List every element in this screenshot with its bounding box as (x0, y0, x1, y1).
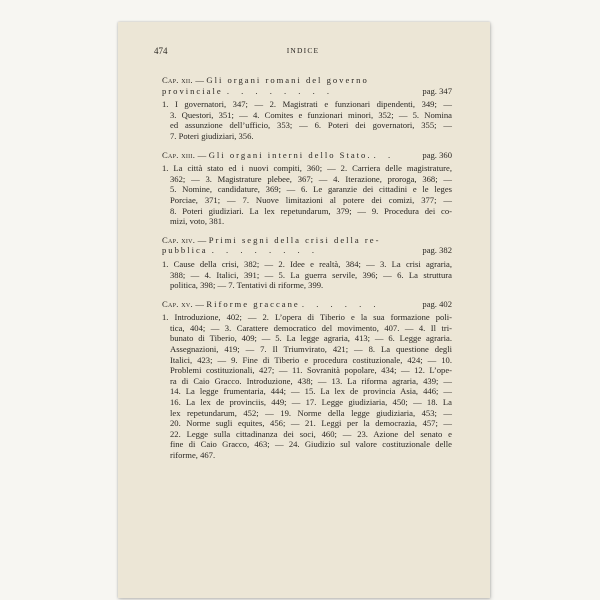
page-number: 474 (154, 46, 168, 56)
book-page (118, 22, 490, 598)
chapter-heading (162, 150, 452, 161)
chapter-page: pag. 360 (422, 149, 452, 160)
index-content (162, 75, 452, 469)
section-line: fine di Caio Gracco, 463; — 24. Giudizio sul valore costituzionale delle (170, 439, 452, 450)
running-title: INDICE (286, 46, 320, 55)
leader-dots: . . . . . . (301, 298, 381, 309)
section-line: mizi, voto, 381. (170, 216, 225, 227)
section-line: 362; — 3. Magistrature plebee, 367; — 4. Iterazione, proroga, 368; — (170, 173, 452, 184)
section-line: lex repetundarum, 452; — 19. Norme della legge giudiziaria, 453; — (170, 407, 452, 418)
section-line: riforme, 467. (170, 450, 216, 460)
section-line: ed assunzione dell’ufficio, 353; — 6. Poteri dei governatori, 355; — (170, 120, 452, 131)
chapter-sections (162, 163, 452, 227)
chapter-title: Gli organi interni dello Stato. (208, 149, 372, 160)
section-line: tica, 404; — 3. Carattere democratico del movimento, 407. — 4. Il tri- (170, 322, 452, 333)
section-line: 7. Poteri giudiziari, 356. (170, 130, 254, 141)
chapter-entry (162, 150, 452, 227)
section-line: Italici, 423; — 9. Fine di Tiberio e procedura costituzionale, 424; — 10. (170, 354, 452, 365)
section-line: 1. Introduzione, 402; — 2. L’opera di Tiberio e la sua formazione poli- (162, 312, 452, 323)
chapter-label: Cap. xii. — (162, 75, 205, 85)
chapter-entry (162, 299, 452, 461)
section-line: 20. Norme sugli equites, 456; — 21. Leggi per la democrazia, 457; — (170, 418, 452, 429)
section-line: 5. Nomine, candidature, 369; — 6. Le garanzie dei cittadini e le leges (170, 184, 452, 195)
section-line: 1. Cause della crisi, 382; — 2. Idee e realtà, 384; — 3. La crisi agraria, (162, 258, 452, 269)
chapter-title: Gli organi romani del governo (206, 75, 369, 85)
chapter-heading (162, 235, 452, 256)
section-line: 388; — 4. Italici, 391; — 5. La guerra servile, 396; — 6. La struttura (170, 269, 452, 280)
section-line: Assegnazioni, 419; — 7. Il Triumvirato, 421; — 8. La questione degli (170, 344, 452, 355)
chapter-label: Cap. xiii. — (162, 149, 207, 160)
section-line: 1. La città stato ed i nuovi compiti, 360; — 2. Carriera delle magistrature, (162, 163, 452, 174)
section-line: 8. Poteri giudiziari. La lex repetundarum, 379; — 9. Procedura dei co- (170, 205, 452, 216)
chapter-title: Riforme graccane (206, 298, 300, 309)
chapter-entry (162, 235, 452, 291)
chapter-sections (162, 259, 452, 291)
chapter-entry (162, 75, 452, 142)
section-line: 1. I governatori, 347; — 2. Magistrati e funzionari dipendenti, 349; — (162, 99, 452, 110)
chapter-title: Primi segni della crisi della re- (208, 234, 381, 245)
section-line: Porciae, 371; — 7. Nuove limitazioni al potere dei comizi, 377; — (170, 194, 452, 205)
chapter-label: Cap. xv. — (162, 298, 205, 309)
section-line: 16. La lex de provinciis, 449; — 17. Legge giudiziaria, 450; — 18. La (170, 397, 452, 408)
section-line: 14. La legge frumentaria, 444; — 15. La lex de provincia Asia, 446; — (170, 386, 452, 397)
chapter-page: pag. 347 (422, 85, 452, 96)
leader-dots: . . (373, 149, 396, 160)
section-line: bunato di Tiberio, 409; — 5. La legge agraria, 413; — 6. Legge agraria. (170, 333, 452, 344)
chapter-heading (162, 75, 452, 96)
section-line: 22. Legge sulla cittadinanza dei soci, 460; — 23. Azione del senato e (170, 428, 452, 439)
chapter-sections (162, 99, 452, 141)
page-header (154, 46, 452, 58)
chapter-title-continued: provinciale . . . . . . . . (162, 85, 335, 96)
chapter-heading (162, 299, 452, 310)
section-line: 3. Questori, 351; — 4. Comites e funzionari minori, 352; — 5. Nomina (170, 109, 452, 120)
section-line: politica, 398; — 7. Tentativi di riforme, 399. (170, 280, 324, 291)
chapter-title-continued: pubblica . . . . . . . . (162, 245, 319, 256)
chapter-label: Cap. xiv. — (162, 234, 207, 245)
chapter-sections (162, 312, 452, 460)
chapter-page: pag. 382 (422, 245, 452, 256)
section-line: Problemi costituzionali, 427; — 11. Sovranità popolare, 434; — 12. L’ope- (170, 365, 452, 376)
chapter-page: pag. 402 (422, 298, 452, 309)
section-line: ra di Caio Gracco. Introduzione, 438; — 13. La riforma agraria, 439; — (170, 375, 452, 386)
